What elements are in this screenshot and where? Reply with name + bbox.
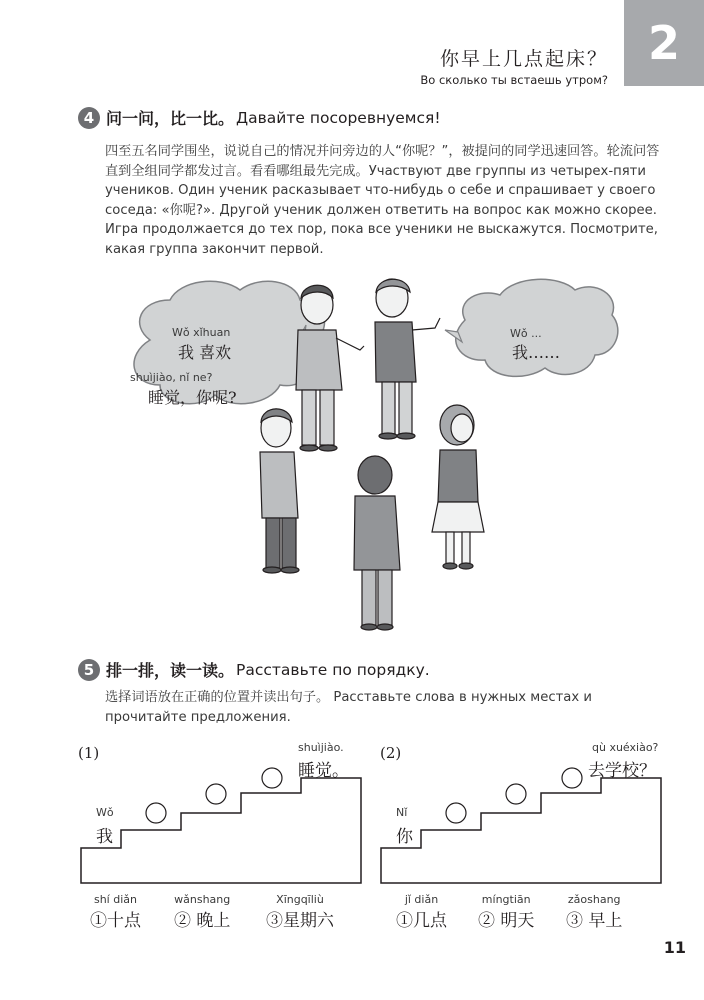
blank-slot-3[interactable]	[562, 768, 582, 788]
option-word: 十点	[107, 911, 141, 931]
speech-bubble-right	[445, 279, 618, 376]
option-number: ②	[174, 911, 191, 931]
exercise1-end-pinyin: shuìjiào.	[298, 741, 344, 754]
bubble-right-pinyin1: Wǒ ...	[510, 327, 542, 340]
exercise2-option-2[interactable]	[478, 893, 534, 931]
lesson-title-ru: Во сколько ты встаешь утром?	[420, 73, 608, 87]
option-number: ③	[566, 911, 583, 931]
lesson-title-cn: 你早上几点起床？	[439, 48, 608, 70]
exercise2-end-pinyin: qù xuéxiào?	[592, 741, 659, 754]
blank-slot-2[interactable]	[506, 784, 526, 804]
exercise2-end-word: 去学校？	[588, 761, 656, 781]
task4-heading	[78, 106, 441, 129]
unit-number: 2	[647, 16, 680, 70]
exercise2-start-word: 你	[396, 827, 413, 847]
option-word: 明天	[500, 911, 535, 931]
exercise1-option-1[interactable]	[90, 893, 141, 931]
option-pinyin: shí diǎn	[93, 893, 137, 906]
option-pinyin: wǎnshang	[174, 893, 231, 906]
option-word: 早上	[588, 911, 623, 931]
task4-title-ru: Давайте посоревнуемся!	[236, 108, 441, 127]
task5-instruction: 选择词语放在正确的位置并读出句子。 Расставьте слова в нужных местах и прочитайте предложения.	[105, 690, 592, 725]
task5-title-ru: Расставьте по порядку.	[236, 660, 430, 679]
lesson-title	[420, 44, 608, 87]
option-pinyin: jǐ diǎn	[404, 893, 439, 906]
bubble-right-line1: 我……	[512, 343, 561, 362]
exercise1-option-2[interactable]	[174, 893, 230, 931]
option-word: 几点	[413, 911, 447, 931]
task4-title-cn: 问一问，比一比。	[106, 109, 235, 128]
task4-instruction: 四至五名同学围坐，说说自己的情况并问旁边的人“你呢？”，被提问的同学迅速回答。轮流问答直到全组同学都发过言。看看哪组最先完成。Участвуют две группы из четырех-пяти учеников. Один ученик расказывает что-нибудь о себе и спрашивает у своего соседа: «你呢?». Другой ученик должен ответить на вопрос как можно скорее. Игра продолжается до тех пор, пока все ученики не выскажутся. Посмотрите, какая группа закончит первой.	[105, 144, 660, 257]
page-number: 11	[663, 938, 686, 957]
task5-number-badge: 5	[78, 659, 100, 681]
task5-heading	[78, 658, 430, 681]
exercise2-option-1[interactable]	[396, 893, 447, 931]
blank-slot-3[interactable]	[262, 768, 282, 788]
option-number: ①	[396, 911, 413, 931]
bubble-left-line1: 我 喜欢	[178, 343, 232, 362]
option-word: 晚上	[196, 911, 231, 931]
exercise2-label: (2)	[380, 744, 402, 762]
speech-bubble-left	[130, 281, 324, 407]
unit-number-tab	[624, 0, 704, 86]
blank-slot-1[interactable]	[446, 803, 466, 823]
exercise1-start-pinyin: Wǒ	[96, 806, 114, 819]
exercise2-option-3[interactable]	[566, 893, 622, 931]
exercise1-start-word: 我	[96, 827, 113, 847]
students-illustration	[120, 270, 620, 640]
student-back-figure	[354, 456, 400, 630]
option-word: 星期六	[283, 911, 334, 931]
student-left-figure	[260, 409, 299, 573]
exercise1-end-word: 睡觉。	[298, 761, 349, 781]
blank-slot-1[interactable]	[146, 803, 166, 823]
task4-number-badge: 4	[78, 107, 100, 129]
option-pinyin: míngtiān	[481, 893, 531, 906]
option-pinyin: Xīngqīliù	[276, 893, 324, 906]
bubble-left-line2: 睡觉，你呢?	[148, 388, 237, 407]
bubble-left-pinyin1: Wǒ xǐhuan	[172, 326, 231, 339]
option-number: ②	[478, 911, 495, 931]
exercise1-label: (1)	[78, 744, 100, 762]
option-number: ①	[90, 911, 107, 931]
exercise2-start-pinyin: Nǐ	[396, 806, 408, 819]
option-number: ③	[266, 911, 283, 931]
option-pinyin: zǎoshang	[567, 893, 621, 906]
exercise1-option-3[interactable]	[266, 893, 334, 931]
bubble-left-pinyin2: shuìjiào, nǐ ne?	[130, 371, 213, 384]
task5-title-cn: 排一排，读一读。	[106, 661, 235, 680]
student-hoodie-figure	[296, 285, 364, 451]
student-girl-figure	[432, 405, 484, 569]
blank-slot-2[interactable]	[206, 784, 226, 804]
student-sweater-figure	[375, 279, 440, 439]
